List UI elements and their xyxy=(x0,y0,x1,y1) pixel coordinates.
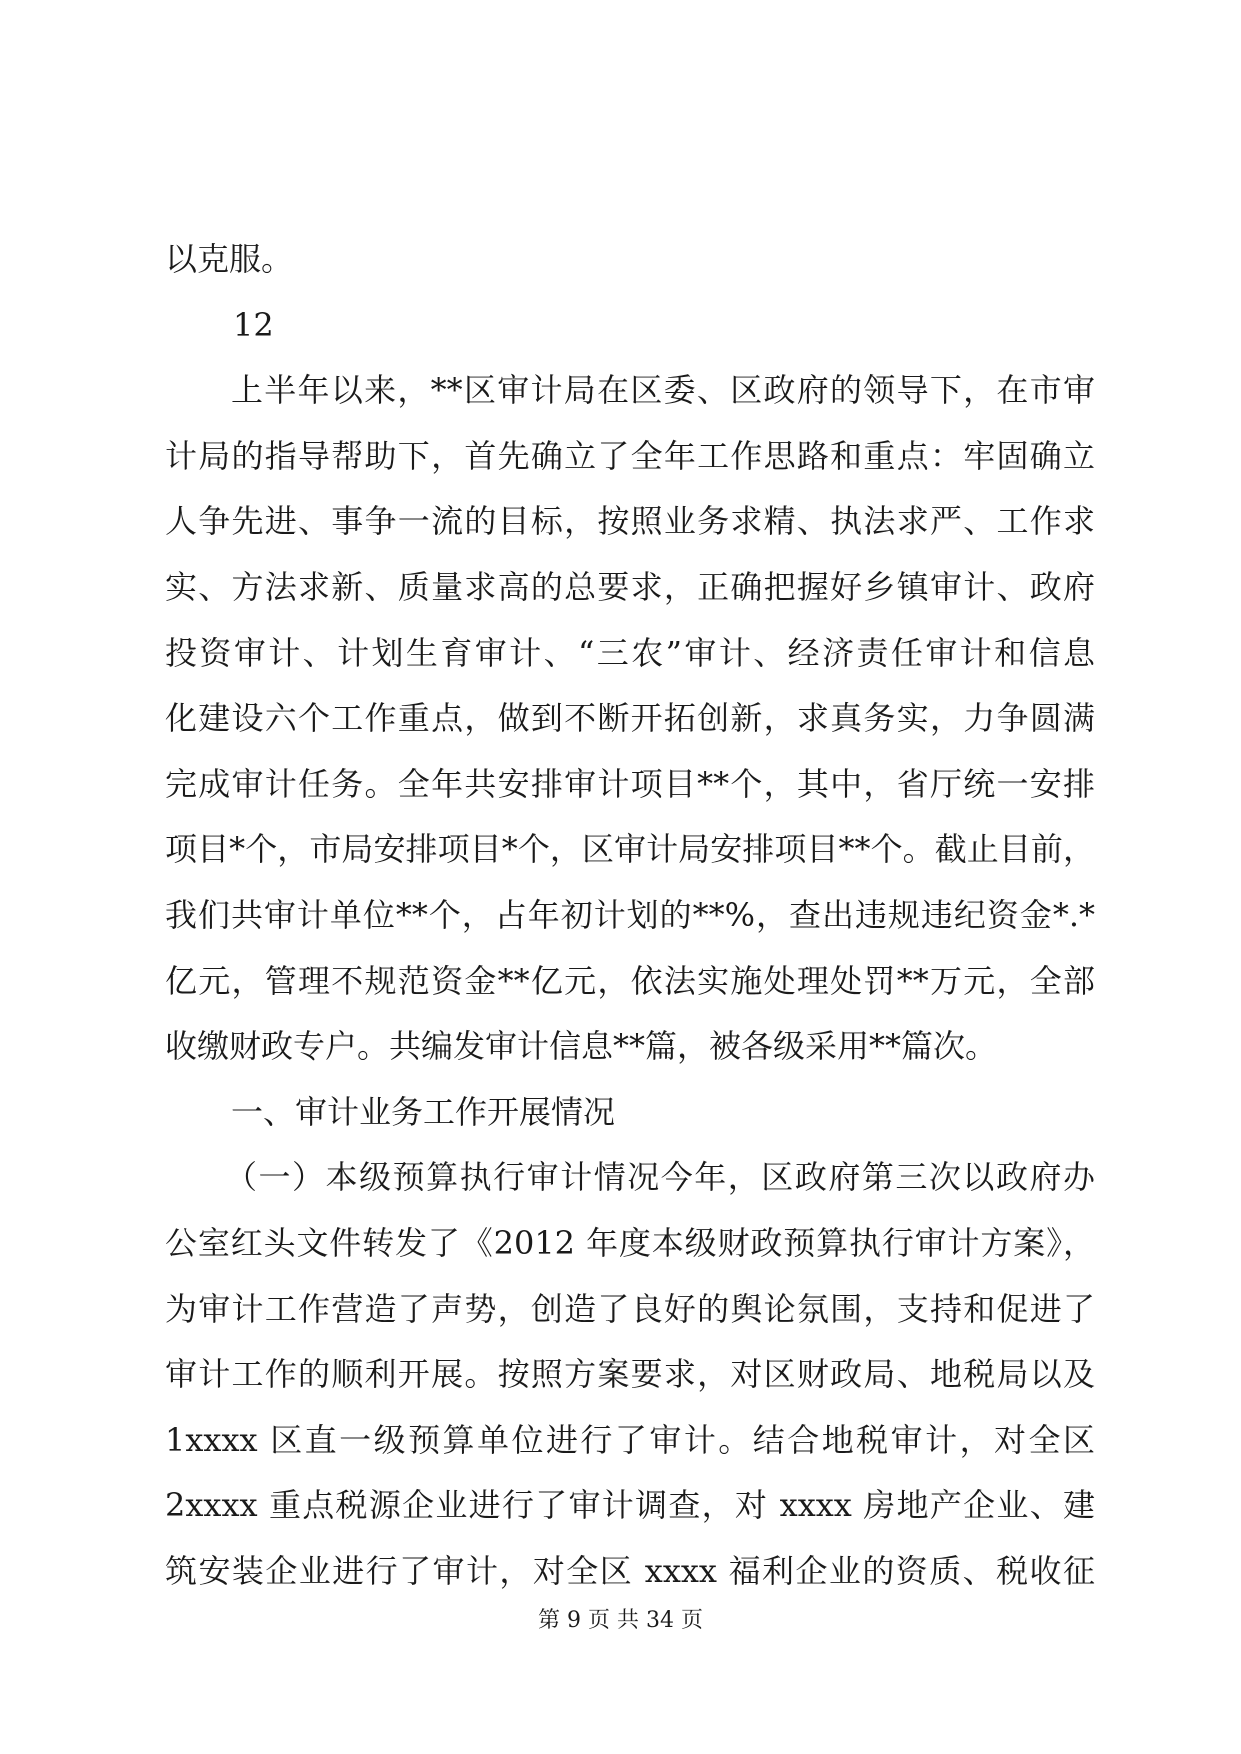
paragraph-line: 完成审计任务。全年共安排审计项目**个，其中，省厅统一安排 xyxy=(165,764,1095,803)
paragraph-line: 为审计工作营造了声势，创造了良好的舆论氛围，支持和促进了 xyxy=(165,1289,1095,1328)
text-line: 以克服。 xyxy=(165,240,294,278)
paragraph-line: 上半年以来，**区审计局在区委、区政府的领导下，在市审 xyxy=(231,371,1095,410)
paragraph-line: 人争先进、事争一流的目标，按照业务求精、执法求严、工作求 xyxy=(165,502,1095,541)
paragraph-line: 亿元，管理不规范资金**亿元，依法实施处理处罚**万元，全部 xyxy=(165,961,1095,1000)
paragraph-line: 我们共审计单位**个，占年初计划的**%，查出违规违纪资金*.* xyxy=(165,895,1095,934)
paragraph-line: 收缴财政专户。共编发审计信息**篇，被各级采用**篇次。 xyxy=(165,1027,998,1066)
paragraph-line: 化建设六个工作重点，做到不断开拓创新，求真务实，力争圆满 xyxy=(165,699,1095,738)
paragraph-line: 投资审计、计划生育审计、“三农”审计、经济责任审计和信息 xyxy=(165,633,1095,672)
paragraph-line: 筑安装企业进行了审计，对全区 xxxx 福利企业的资质、税收征 xyxy=(165,1551,1095,1590)
section-heading: 一、审计业务工作开展情况 xyxy=(231,1092,616,1131)
paragraph-line: 审计工作的顺利开展。按照方案要求，对区财政局、地税局以及 xyxy=(165,1355,1095,1394)
paragraph-line: 实、方法求新、质量求高的总要求，正确把握好乡镇审计、政府 xyxy=(165,567,1095,606)
page-number-marker: 12 xyxy=(233,305,274,344)
document-body xyxy=(165,227,1095,1604)
paragraph-line: 2xxxx 重点税源企业进行了审计调查，对 xxxx 房地产企业、建 xyxy=(165,1486,1095,1525)
paragraph-line: 1xxxx 区直一级预算单位进行了审计。结合地税审计，对全区 xyxy=(165,1420,1095,1459)
paragraph-line: 计局的指导帮助下，首先确立了全年工作思路和重点：牢固确立 xyxy=(165,436,1095,475)
paragraph-line: 项目*个，市局安排项目*个，区审计局安排项目**个。截止目前， xyxy=(165,830,1095,869)
page-footer: 第 9 页 共 34 页 xyxy=(538,1608,703,1633)
paragraph-line: 公室红头文件转发了《2012 年度本级财政预算执行审计方案》， xyxy=(165,1223,1095,1262)
paragraph-line: （一）本级预算执行审计情况今年，区政府第三次以政府办 xyxy=(225,1158,1095,1197)
